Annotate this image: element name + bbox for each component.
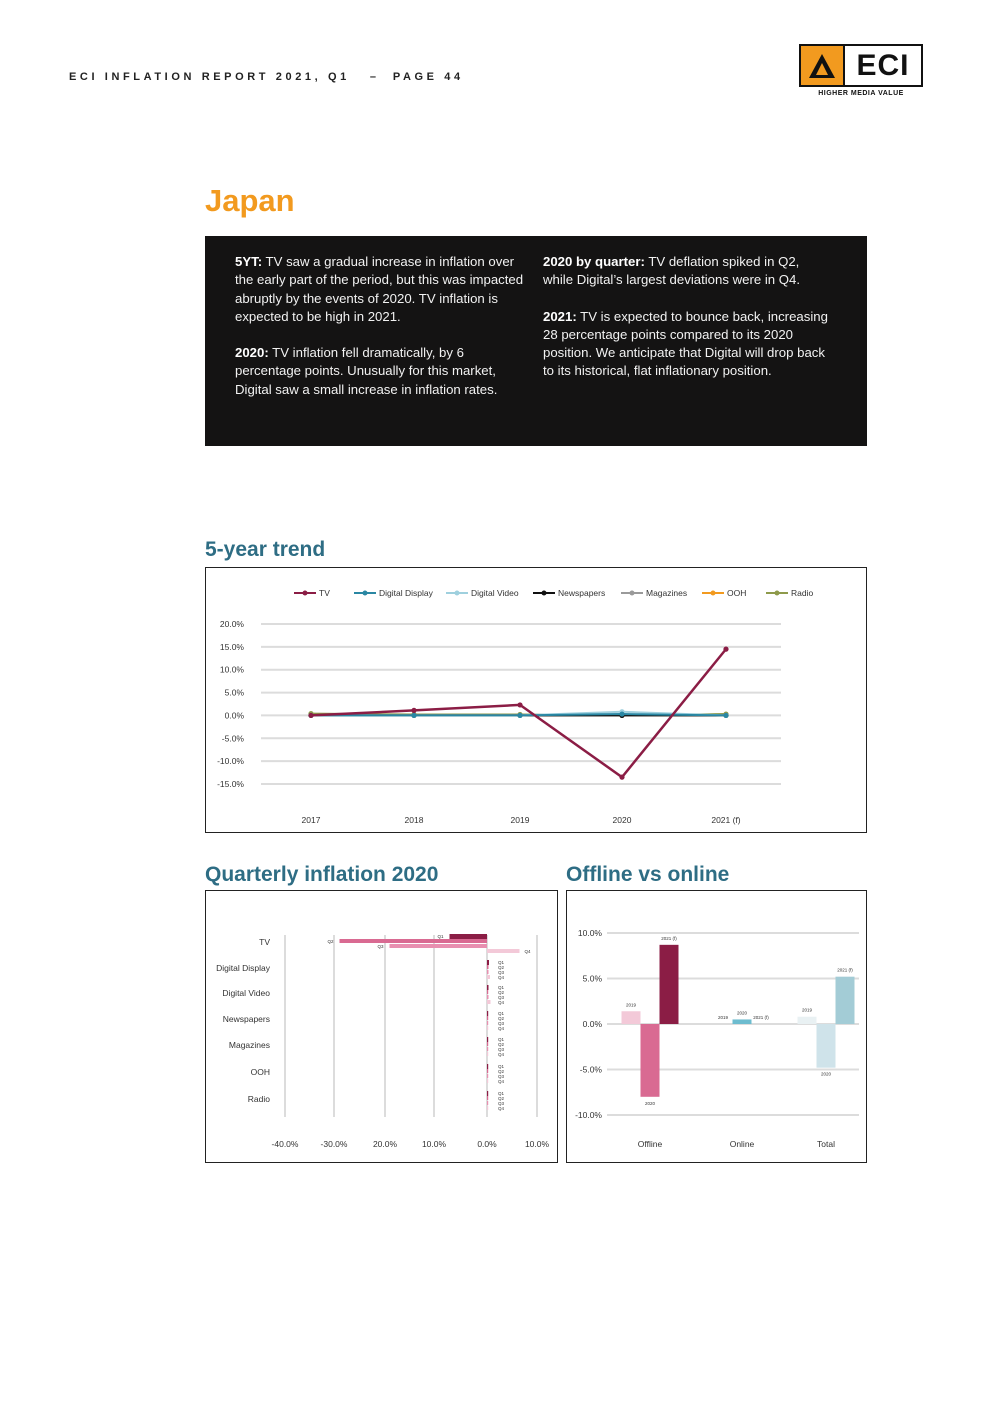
quarter-bar bbox=[487, 1069, 488, 1073]
header-separator: – bbox=[369, 71, 380, 83]
x-tick-label: Total bbox=[817, 1139, 835, 1149]
summary-paragraph bbox=[235, 344, 525, 399]
report-header bbox=[69, 71, 464, 83]
quarter-label: Q1 bbox=[437, 934, 444, 939]
bar-series-label: 2021 (f) bbox=[837, 967, 853, 973]
legend-label: Digital Video bbox=[471, 588, 519, 598]
series-bar bbox=[817, 1024, 836, 1068]
category-label: OOH bbox=[250, 1067, 270, 1077]
quarter-label: Q1 bbox=[498, 1064, 505, 1069]
summary-box bbox=[205, 236, 867, 446]
y-tick-label: -5.0% bbox=[579, 1064, 602, 1075]
quarterly-section-title: Quarterly inflation 2020 bbox=[205, 863, 439, 886]
data-point bbox=[723, 713, 728, 718]
series-bar bbox=[836, 977, 855, 1024]
series-bar bbox=[798, 1017, 817, 1024]
legend-label: Newspapers bbox=[558, 588, 606, 598]
quarter-label: Q2 bbox=[498, 1042, 505, 1047]
quarter-label: Q4 bbox=[498, 1106, 505, 1111]
x-tick-label: 20.0% bbox=[372, 1139, 398, 1149]
quarter-label: Q3 bbox=[377, 944, 384, 949]
data-point bbox=[517, 713, 522, 718]
y-tick-label: -10.0% bbox=[575, 1110, 602, 1120]
x-tick-label: 10.0% bbox=[421, 1139, 447, 1149]
legend-marker bbox=[630, 591, 635, 596]
data-point bbox=[308, 713, 313, 718]
bar-series-label: 2020 bbox=[820, 1071, 832, 1077]
legend-label: Radio bbox=[791, 588, 814, 598]
legend-marker bbox=[711, 591, 716, 596]
x-tick-label: 2019 bbox=[510, 815, 530, 825]
bar-series-label: 2019 bbox=[801, 1007, 813, 1013]
bar-series-label: 2021 (f) bbox=[661, 935, 677, 941]
offline-section-title: Offline vs online bbox=[566, 863, 730, 886]
quarter-label: Q4 bbox=[498, 1000, 505, 1005]
quarter-label: Q2 bbox=[498, 990, 505, 995]
quarter-bar bbox=[487, 1101, 488, 1105]
x-tick-label: -40.0% bbox=[271, 1139, 299, 1149]
quarter-bar bbox=[487, 965, 489, 969]
y-tick-label: 0.0% bbox=[582, 1019, 602, 1029]
quarter-label: Q3 bbox=[498, 1101, 505, 1106]
quarter-bar bbox=[487, 1079, 488, 1083]
summary-text: TV deflation spiked in Q2, while Digital’s largest deviations were in Q4. bbox=[543, 254, 801, 288]
page-number: PAGE 44 bbox=[392, 71, 464, 83]
x-tick-label: 10.0% bbox=[524, 1139, 550, 1149]
quarter-bar bbox=[487, 1016, 488, 1020]
x-tick-label: 2020 bbox=[612, 815, 632, 825]
series-bar bbox=[660, 945, 679, 1024]
bar-series-label: 2019 bbox=[625, 1002, 637, 1008]
eci-a-icon bbox=[801, 46, 845, 85]
quarter-label: Q3 bbox=[498, 970, 505, 975]
quarter-bar bbox=[487, 1021, 488, 1025]
quarterly-chart-panel bbox=[205, 890, 558, 1163]
quarter-label: Q4 bbox=[498, 1052, 505, 1057]
summary-paragraph bbox=[235, 253, 525, 326]
bar-series-label: 2019 bbox=[717, 1015, 729, 1020]
eci-logo bbox=[799, 44, 923, 97]
data-point bbox=[723, 647, 728, 652]
y-tick-label: 5.0% bbox=[582, 973, 602, 984]
quarter-label: Q4 bbox=[498, 1079, 505, 1084]
x-tick-label: Offline bbox=[637, 1139, 663, 1149]
quarter-label: Q3 bbox=[498, 995, 505, 1000]
quarter-label: Q1 bbox=[498, 960, 505, 965]
legend-label: TV bbox=[319, 588, 330, 598]
quarter-bar bbox=[450, 934, 488, 939]
legend-marker bbox=[363, 591, 368, 596]
series-bar bbox=[641, 1024, 660, 1097]
quarter-label: Q4 bbox=[498, 975, 505, 980]
summary-column-right bbox=[543, 253, 833, 399]
quarter-label: Q3 bbox=[498, 1074, 505, 1079]
quarter-bar bbox=[487, 1106, 488, 1110]
quarter-bar bbox=[487, 1064, 488, 1069]
logo-tagline: HIGHER MEDIA VALUE bbox=[818, 90, 904, 97]
quarter-bar bbox=[487, 1042, 488, 1046]
quarter-bar bbox=[487, 1047, 488, 1051]
quarter-bar bbox=[390, 944, 488, 948]
legend-marker bbox=[455, 591, 460, 596]
x-tick-label: Online bbox=[729, 1139, 755, 1149]
y-tick-label: 0.0% bbox=[224, 710, 244, 721]
quarter-label: Q4 bbox=[524, 949, 531, 954]
quarter-bar bbox=[487, 1074, 488, 1078]
quarter-label: Q3 bbox=[498, 1047, 505, 1052]
y-tick-label: 10.0% bbox=[577, 928, 602, 938]
bar-series-label: 2020 bbox=[736, 1010, 748, 1016]
trend-section-title: 5-year trend bbox=[205, 538, 326, 561]
bar-series-label: 2021 (f) bbox=[753, 1015, 769, 1020]
quarter-bar bbox=[487, 1096, 488, 1100]
quarter-label: Q2 bbox=[498, 1069, 505, 1074]
quarter-bar bbox=[487, 1091, 488, 1096]
y-tick-label: 5.0% bbox=[224, 687, 244, 698]
page-title: Japan bbox=[205, 183, 295, 218]
x-tick-label: 2017 bbox=[301, 815, 321, 825]
summary-text: TV inflation fell dramatically, by 6 percentage points. Unusually for this market, Digital saw a small increase in inflation rates. bbox=[235, 345, 498, 397]
category-label: Magazines bbox=[228, 1040, 270, 1050]
x-tick-label: 0.0% bbox=[477, 1139, 497, 1149]
summary-label: 2020: bbox=[235, 345, 269, 361]
quarter-label: Q1 bbox=[498, 1037, 505, 1042]
quarter-bar bbox=[487, 949, 520, 953]
quarter-bar bbox=[487, 1000, 491, 1004]
data-point bbox=[517, 702, 522, 707]
legend-marker bbox=[775, 591, 780, 596]
quarter-bar bbox=[487, 1052, 488, 1056]
trend-chart bbox=[206, 568, 866, 832]
legend-label: OOH bbox=[727, 588, 747, 598]
quarter-label: Q1 bbox=[498, 1011, 505, 1016]
summary-label: 2021: bbox=[543, 308, 577, 324]
y-tick-label: -10.0% bbox=[217, 756, 244, 767]
bar-series-label: 2020 bbox=[644, 1100, 656, 1106]
quarter-bar bbox=[487, 1037, 488, 1042]
quarter-label: Q4 bbox=[498, 1026, 505, 1031]
quarter-label: Q1 bbox=[498, 985, 505, 990]
offline-chart-panel bbox=[566, 890, 867, 1163]
y-tick-label: -15.0% bbox=[217, 779, 244, 789]
quarter-label: Q2 bbox=[327, 939, 334, 944]
summary-label: 2020 by quarter: bbox=[543, 254, 645, 269]
y-tick-label: 15.0% bbox=[219, 641, 244, 652]
data-point bbox=[411, 713, 416, 718]
quarter-bar bbox=[487, 995, 489, 999]
legend-label: Magazines bbox=[646, 588, 688, 598]
data-point bbox=[619, 775, 624, 780]
data-point bbox=[619, 711, 624, 716]
quarter-bar bbox=[487, 960, 489, 965]
quarterly-chart bbox=[206, 891, 557, 1162]
quarter-bar bbox=[487, 970, 489, 974]
legend-marker bbox=[303, 591, 308, 596]
quarter-label: Q3 bbox=[498, 1021, 505, 1026]
y-tick-label: 20.0% bbox=[219, 619, 244, 629]
category-label: Newspapers bbox=[222, 1014, 270, 1024]
quarter-label: Q2 bbox=[498, 1096, 505, 1101]
quarter-bar bbox=[487, 985, 489, 990]
summary-paragraph bbox=[543, 308, 833, 381]
legend-label: Digital Display bbox=[379, 588, 433, 598]
summary-text: TV is expected to bounce back, increasing 28 percentage points compared to its 2020 position. We anticipate that Digital will drop back to its historical, flat inflationary position. bbox=[543, 308, 828, 379]
quarter-label: Q2 bbox=[498, 1016, 505, 1021]
offline-online-chart bbox=[567, 891, 866, 1162]
quarter-bar bbox=[340, 939, 488, 943]
category-label: Digital Display bbox=[216, 963, 270, 973]
summary-text: TV saw a gradual increase in inflation over the early part of the period, but this was impacted abruptly by the events of 2020. TV inflation is expected to be high in 2021. bbox=[235, 254, 524, 324]
data-point bbox=[411, 708, 416, 713]
report-title: ECI INFLATION REPORT 2021, Q1 bbox=[69, 71, 350, 83]
summary-label: 5YT: bbox=[235, 254, 263, 269]
series-bar bbox=[622, 1011, 641, 1024]
series-bar bbox=[733, 1019, 752, 1024]
category-label: TV bbox=[259, 937, 270, 947]
logo-text: ECI bbox=[856, 48, 910, 82]
quarter-bar bbox=[487, 990, 488, 994]
y-tick-label: -5.0% bbox=[221, 733, 244, 744]
x-tick-label: 2021 (f) bbox=[711, 815, 741, 825]
trend-chart-panel bbox=[205, 567, 867, 833]
x-tick-label: -30.0% bbox=[320, 1139, 348, 1149]
category-label: Digital Video bbox=[222, 988, 270, 998]
quarter-bar bbox=[487, 1011, 488, 1016]
x-tick-label: 2018 bbox=[404, 815, 424, 825]
quarter-label: Q2 bbox=[498, 965, 505, 970]
summary-column-left bbox=[235, 253, 525, 417]
y-tick-label: 10.0% bbox=[219, 664, 244, 675]
quarter-label: Q1 bbox=[498, 1091, 505, 1096]
quarter-bar bbox=[487, 1026, 488, 1030]
quarter-bar bbox=[487, 975, 490, 979]
legend-marker bbox=[542, 591, 547, 596]
category-label: Radio bbox=[247, 1094, 270, 1104]
summary-paragraph bbox=[543, 253, 833, 290]
